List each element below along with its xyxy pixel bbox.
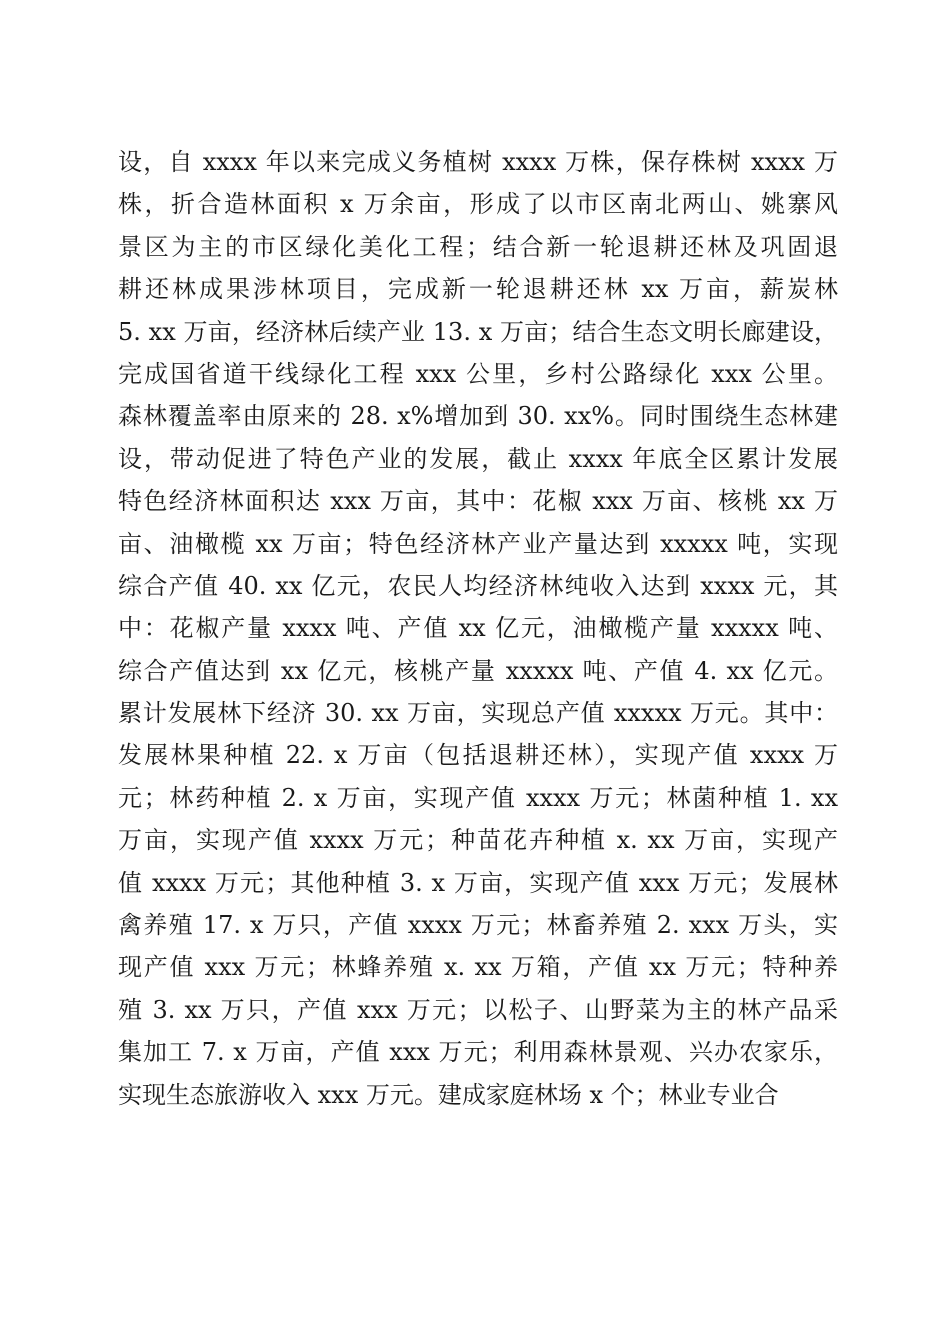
text-line: 累计发展林下经济 30. xx 万亩，实现总产值 xxxxx 万元。其中： [118,699,838,728]
text-line: 集加工 7. x 万亩，产值 xxx 万元；利用森林景观、兴办农家乐， [118,1038,838,1067]
text-line: 中：花椒产量 xxxx 吨、产值 xx 亿元，油橄榄产量 xxxxx 吨、 [118,614,838,643]
body-paragraph [118,141,838,1116]
text-line: 设，自 xxxx 年以来完成义务植树 xxxx 万株，保存株树 xxxx 万 [118,148,838,176]
text-line: 殖 3. xx 万只，产值 xxx 万元；以松子、山野菜为主的林产品采 [118,995,838,1024]
text-line: 景区为主的市区绿化美化工程；结合新一轮退耕还林及巩固退 [118,232,838,261]
text-line: 株，折合造林面积 x 万余亩，形成了以市区南北两山、姚寨风 [118,190,838,219]
text-line: 现产值 xxx 万元；林蜂养殖 x. xx 万箱，产值 xx 万元；特种养 [118,953,838,982]
text-line: 万亩，实现产值 xxxx 万元；种苗花卉种植 x. xx 万亩，实现产 [118,826,838,855]
text-line: 发展林果种植 22. x 万亩（包括退耕还林），实现产值 xxxx 万 [118,741,838,770]
text-line: 禽养殖 17. x 万只，产值 xxxx 万元；林畜养殖 2. xxx 万头，实 [118,911,838,940]
text-line: 值 xxxx 万元；其他种植 3. x 万亩，实现产值 xxx 万元；发展林 [118,868,838,897]
text-line: 亩、油橄榄 xx 万亩；特色经济林产业产量达到 xxxxx 吨，实现 [118,529,838,558]
text-line: 特色经济林面积达 xxx 万亩，其中：花椒 xxx 万亩、核桃 xx 万 [118,487,838,516]
text-line: 实现生态旅游收入 xxx 万元。建成家庭林场 x 个；林业专业合 [118,1080,779,1109]
text-line: 综合产值达到 xx 亿元，核桃产量 xxxxx 吨、产值 4. xx 亿元。 [118,656,838,685]
text-line: 5. xx 万亩，经济林后续产业 13. x 万亩；结合生态文明长廊建设， [118,317,838,346]
text-line: 综合产值 40. xx 亿元，农民人均经济林纯收入达到 xxxx 元，其 [118,571,838,600]
text-line: 设，带动促进了特色产业的发展，截止 xxxx 年底全区累计发展 [118,444,838,473]
text-line: 耕还林成果涉林项目，完成新一轮退耕还林 xx 万亩，薪炭林 [118,275,838,304]
text-line: 完成国省道干线绿化工程 xxx 公里，乡村公路绿化 xxx 公里。 [118,359,838,388]
text-line: 森林覆盖率由原来的 28. x%增加到 30. xx%。同时围绕生态林建 [118,402,838,431]
text-line: 元；林药种植 2. x 万亩，实现产值 xxxx 万元；林菌种植 1. xx [118,783,838,812]
